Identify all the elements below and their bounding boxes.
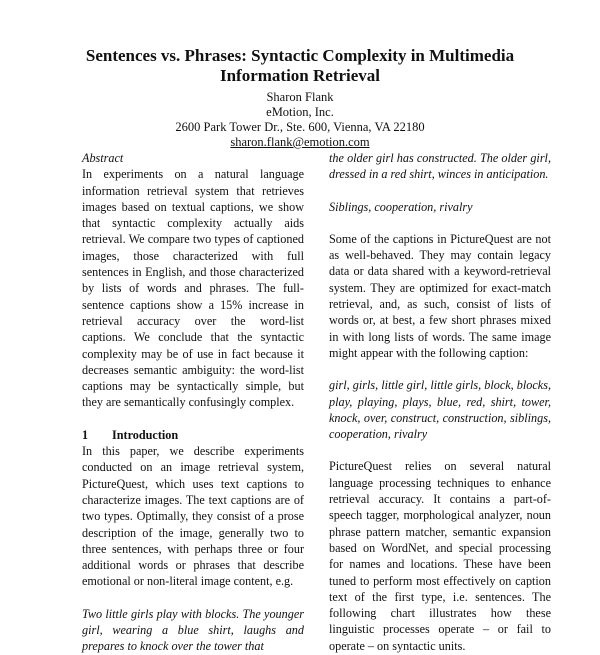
author-organization: eMotion, Inc. (266, 105, 334, 119)
right-column (329, 150, 551, 654)
section-title: Introduction (112, 427, 179, 442)
nlp-paragraph: PictureQuest relies on several natural language processing techniques to enhance retrieval accuracy. It contains a part-of-speech tagger, morphological analyzer, noun phrase pattern matcher, semantic expansion based on WordNet, and special processing for names and locations. These have been tuned to perform most effectively on caption text of the first type, i.e. sentences. The following chart illustrates how these linguistic processes operate – or fail to operate – on syntactic units. (329, 459, 551, 653)
author-name: Sharon Flank (266, 90, 334, 104)
abstract-text: In experiments on a natural language information retrieval system that retrieves images based on textual captions, we show that syntactic complexity actually aids retrieval. We compare two types of captioned images, those characterized with full sentences in English, and those characterized by lists of words and phrases. The full-sentence captions show a 15% increase in retrieval accuracy over the word-list captions. We conclude that the syntactic complexity may be of use in fact because it decreases semantic ambiguity: the word-list captions may be syntactically simple, but they are semantically confusingly complex. (82, 167, 304, 410)
example-caption-wordlist: girl, girls, little girl, little girls, block, blocks, play, playing, plays, blue, red, shirt, tower, knock, over, construct, construction, siblings, cooperation, rivalry (329, 378, 551, 442)
example-caption-sentences-start: Two little girls play with blocks. The younger girl, wearing a blue shirt, laughs and prepares to knock over the tower that (82, 606, 304, 654)
abstract-heading: Abstract (82, 151, 124, 165)
introduction-text: In this paper, we describe experiments conducted on an image retrieval system, PictureQuest, which uses text captions to characterize images. The text captions are of two types. Optimally, they consist of a prose description of the image, generally two to three sentences, with perhaps three or four additional words or phrases that describe emotional or non-literal image content, e.g. (82, 444, 304, 589)
captions-paragraph: Some of the captions in PictureQuest are not as well-behaved. They may contain legacy data or data shared with a keyword-retrieval system. They are optimized for exact-match retrieval, and, as such, consist of lists of words or, at best, a few short phrases mixed in with long lists of words. The same image might appear with the following caption: (329, 231, 551, 360)
paper-title: Sentences vs. Phrases: Syntactic Complexity in Multimedia Information Retrieval (85, 46, 515, 85)
author-email: sharon.flank@emotion.com (230, 135, 370, 149)
example-caption-keywords: Siblings, cooperation, rivalry (329, 199, 473, 214)
left-column (82, 150, 304, 655)
example-caption-sentences-end: the older girl has constructed. The older girl, dressed in a red shirt, winces in anticipation. (329, 151, 551, 182)
section-heading-introduction (82, 427, 304, 443)
section-number: 1 (82, 427, 89, 442)
author-address: 2600 Park Tower Dr., Ste. 600, Vienna, VA 22180 (175, 120, 425, 134)
